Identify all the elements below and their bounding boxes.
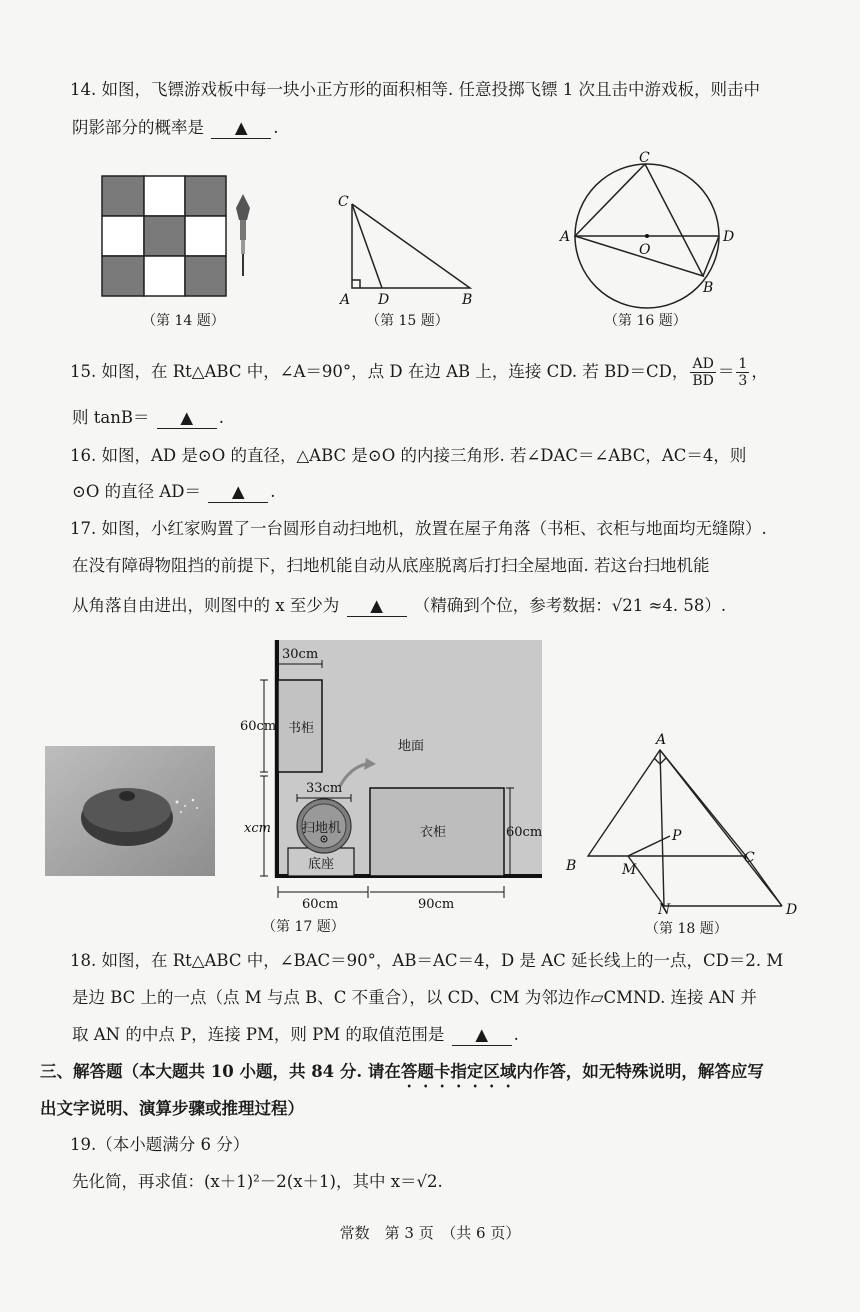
label-M: M — [622, 862, 637, 878]
q18-line3: 取 AN 的中点 P，连接 PM，则 PM 的取值范围是 ▲ . — [72, 1025, 519, 1044]
q15-line1: 15. 如图，在 Rt△ABC 中，∠A＝90°，点 D 在边 AB 上，连接 CD. 若 BD＝CD， $\frac{AD}{BD}$ ＝ $\frac{1}{3}$ ， — [70, 356, 768, 389]
caption-16: （第 16 题） — [604, 313, 687, 329]
section-3-heading-line2: 出文字说明、演算步骤或推理过程） — [40, 1099, 304, 1118]
caption-14: （第 14 题） — [142, 313, 225, 329]
page-footer: 常数 第 3 页 （共 6 页） — [339, 1224, 521, 1242]
q17-line1: 17. 如图，小红家购置了一台圆形自动扫地机，放置在屋子角落（书柜、衣柜与地面均无缝隙）. — [70, 519, 767, 538]
q19-line2: 先化简，再求值：(x＋1)²－2(x＋1)，其中 x＝√2. — [72, 1172, 443, 1191]
label-N: N — [658, 902, 671, 916]
dim-60cm-base: 60cm — [302, 897, 339, 912]
label-D: D — [378, 292, 390, 308]
caption-15: （第 15 题） — [366, 313, 449, 329]
caption-17: （第 17 题） — [262, 919, 345, 935]
label-B: B — [703, 280, 714, 296]
dim-60cm-bookcase: 60cm — [240, 719, 277, 734]
answer-blank-17: ▲ — [347, 596, 407, 617]
figure-15-triangle — [330, 188, 490, 308]
q19-line1: 19.（本小题满分 6 分） — [70, 1135, 250, 1154]
dim-60cm-wardrobe: 60cm — [506, 825, 543, 840]
label-A: A — [656, 732, 667, 748]
q17-line3: 从角落自由进出，则图中的 x 至少为 ▲ （精确到个位，参考数据：√21 ≈4. 58）. — [72, 596, 727, 615]
label-A: A — [560, 229, 571, 245]
q14-line1: 14. 如图，飞镖游戏板中每一块小正方形的面积相等. 任意投掷飞镖 1 次且击中游戏板，则击中 — [70, 80, 760, 99]
answer-blank-18: ▲ — [452, 1025, 512, 1046]
q18-line2: 是边 BC 上的一点（点 M 与点 B、C 不重合），以 CD、CM 为邻边作▱CMND. 连接 AN 并 — [72, 988, 757, 1007]
label-D: D — [786, 902, 798, 916]
label-wardrobe: 衣柜 — [420, 825, 447, 840]
label-C: C — [338, 194, 349, 210]
label-A: A — [340, 292, 351, 308]
fraction-ad-bd: $\frac{AD}{BD}$ — [692, 356, 714, 389]
label-O: O — [639, 242, 651, 258]
dart-icon — [232, 190, 254, 280]
dim-33cm: 33cm — [306, 781, 343, 796]
fraction-one-third: $\frac{1}{3}$ — [738, 356, 748, 389]
figure-18-triangle — [560, 730, 805, 916]
answer-blank-16: ▲ — [208, 482, 268, 503]
label-C: C — [639, 150, 650, 166]
dim-30cm: 30cm — [282, 647, 319, 662]
dim-x: xcm — [244, 821, 271, 836]
label-C: C — [744, 850, 755, 866]
q17-line2: 在没有障碍物阻挡的前提下，扫地机能自动从底座脱离后打扫全屋地面. 若这台扫地机能 — [72, 556, 710, 575]
label-floor: 地面 — [398, 739, 425, 754]
label-B: B — [462, 292, 473, 308]
label-P: P — [672, 828, 682, 844]
q16-line1: 16. 如图，AD 是⊙O 的直径，△ABC 是⊙O 的内接三角形. 若∠DAC＝∠ABC，AC＝4，则 — [70, 446, 747, 465]
figure-16-circle — [555, 150, 745, 310]
section-3-heading: 三、解答题（本大题共 10 小题，共 84 分. 请在答题卡指定区域内作答，如无特殊说明，解答应写 — [40, 1062, 764, 1081]
label-bookcase: 书柜 — [288, 721, 315, 736]
answer-blank-14: ▲ — [211, 118, 271, 139]
caption-18: （第 18 题） — [645, 921, 728, 937]
answer-blank-15: ▲ — [157, 408, 217, 429]
q18-line1: 18. 如图，在 Rt△ABC 中，∠BAC＝90°，AB＝AC＝4，D 是 AC 延长线上的一点，CD＝2. M — [70, 951, 784, 970]
q16-line2: ⊙O 的直径 AD＝ ▲ . — [72, 482, 276, 501]
label-B: B — [566, 858, 577, 874]
label-D: D — [723, 229, 735, 245]
q15-line2: 则 tanB＝ ▲ . — [72, 408, 224, 427]
robot-vacuum-photo — [45, 746, 215, 876]
dim-90cm: 90cm — [418, 897, 455, 912]
figure-17-floor-plan — [240, 636, 545, 912]
label-robot: 扫地机 — [302, 821, 342, 836]
q14-line2: 阴影部分的概率是 ▲ . — [72, 118, 279, 137]
label-base: 底座 — [308, 857, 335, 872]
